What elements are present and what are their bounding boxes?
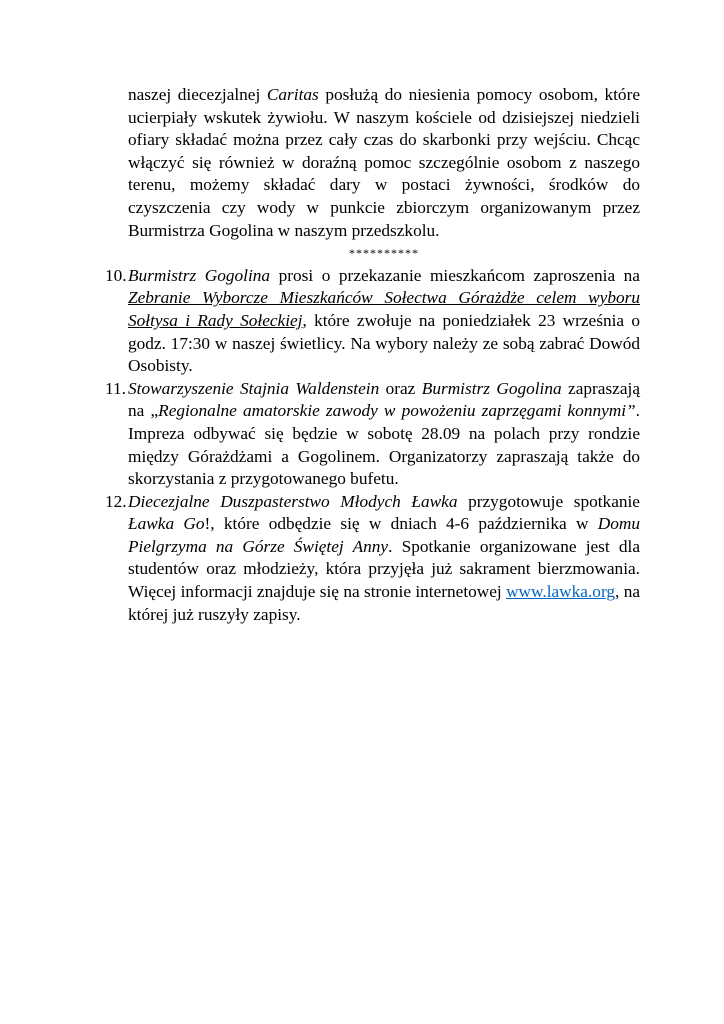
text-run: Regionalne amatorskie zawody w powożeniu zaprzęgami konnymi” <box>158 401 636 421</box>
text-run: Domu Pielgrzyma na Górze Świętej Anny <box>128 514 640 556</box>
text-run: przygotowuje spotkanie <box>457 491 640 511</box>
announcement-item-11 <box>105 378 640 491</box>
text-run: Caritas <box>266 85 319 104</box>
text-run: naszej diecezjalnej <box>128 85 267 104</box>
item-number: 10. <box>105 265 127 285</box>
text-run: Burmistrz Gogolina <box>128 265 271 285</box>
announcement-item-12 <box>105 491 641 627</box>
text-run: oraz <box>379 378 422 398</box>
announcement-item-10 <box>105 265 640 378</box>
text-run: prosi o przekazanie mieszkańcom zaproszenia na <box>270 265 640 285</box>
item-text <box>128 492 640 624</box>
text-run: Stowarzyszenie Stajnia Waldenstein <box>128 378 380 398</box>
document-content <box>105 84 641 626</box>
text-run: Ławka Go <box>128 514 205 534</box>
text-run: Burmistrz Gogolina <box>421 378 562 398</box>
text-run: , na której już ruszyły zapisy. <box>128 582 641 624</box>
text-run: Zebranie Wyborcze Mieszkańców Sołectwa Górażdże celem wyboru Sołtysa i Rady Sołeckiej <box>128 288 640 330</box>
text-run: , które zwołuje na poniedziałek 23 września o godz. 17:30 w naszej świetlicy. Na wybory należy ze sobą zabrać Dowód Osobisty. <box>128 310 640 376</box>
text-run: zapraszają na „ <box>128 378 640 421</box>
item-text <box>128 379 640 488</box>
item-text <box>128 266 640 375</box>
text-run: Diecezjalne Duszpasterstwo Młodych Ławka <box>128 491 458 511</box>
text-run: . Impreza odbywać się będzie w sobotę 28.09 na polach przy rondzie między Górażdżami a Gogolinem. Organizatorzy zapraszają także do skorzystania z przygotowanego bufetu. <box>128 401 640 489</box>
item-number: 12. <box>105 491 127 511</box>
section-separator: ********** <box>349 246 419 261</box>
item-number: 11. <box>105 378 126 398</box>
text-run: !, które odbędzie się w dniach 4-6 października w <box>204 514 598 534</box>
text-run: . Spotkanie organizowane jest dla studentów oraz młodzieży, która przyjęła już sakrament bierzmowania. Więcej informacji znajduje się na stronie internetowej <box>128 536 640 602</box>
announcement-list <box>105 265 641 627</box>
text-run: posłużą do niesienia pomocy osobom, które ucierpiały wskutek żywiołu. W naszym kościele od dzisiejszej niedzieli ofiary składać można przez cały czas do skarbonki przy wejściu. Chcąc włączyć się również w doraźną pomoc szczególnie osobom z naszego terenu, możemy składać dary w postaci żywności, środków do czyszczenia czy wody w punkcie zbiorczym organizowanym przez Burmistrza Gogolina w naszym przedszkolu. <box>128 85 641 240</box>
intro-paragraph <box>128 84 640 242</box>
website-link[interactable]: www.lawka.org <box>506 582 616 602</box>
